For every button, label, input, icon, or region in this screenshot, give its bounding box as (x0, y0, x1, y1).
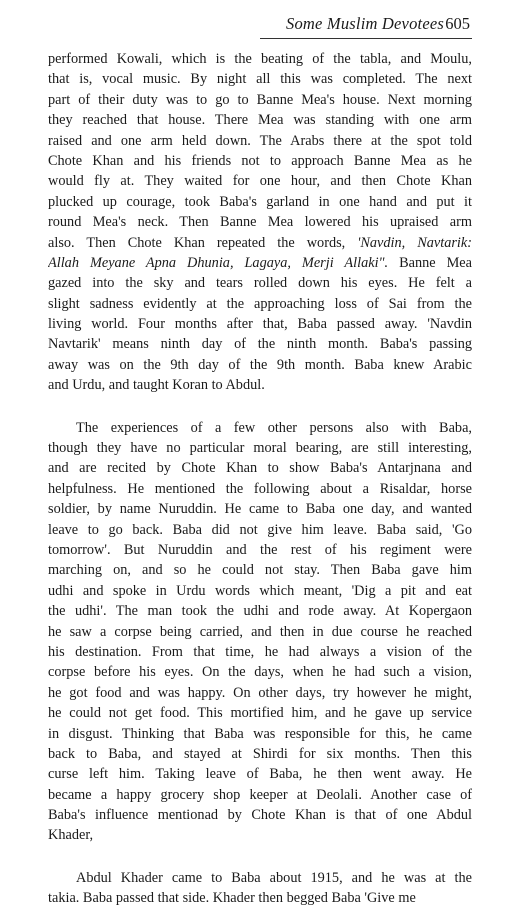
text-segment: his destination. From that time, he had always a vision of the (48, 643, 472, 660)
text-line (48, 868, 472, 888)
text-segment: he saw a corpse being carried, and then in due course he reached (48, 623, 472, 640)
text-segment: though they have no particular moral bearing, are still interesting, (48, 440, 472, 457)
italic-quote: 'Navdin, Navtarik: (357, 234, 472, 251)
text-line (48, 764, 472, 784)
text-line (48, 622, 472, 642)
text-line (48, 785, 472, 805)
page-number: 605 (445, 14, 470, 33)
text-segment: slight sadness evidently at the approaching loss of Sai from the (48, 295, 472, 312)
text-segment: tomorrow'. But Nuruddin and the rest of his regiment were (48, 541, 472, 558)
text-line (48, 233, 472, 253)
text-segment: plucked up courage, took Baba's garland in one hand and put it (48, 193, 472, 210)
text-segment: part of their duty was to go to Banne Mea's house. Next morning (48, 91, 472, 108)
text-segment: and Urdu, and taught Koran to Abdul. (48, 377, 265, 394)
text-segment: living world. Four months after that, Baba passed away. 'Navdin (48, 316, 472, 333)
text-line (48, 355, 472, 375)
text-line (48, 273, 472, 293)
text-segment: away was on the 9th day of the 9th month. Baba knew Arabic (48, 356, 472, 373)
text-segment: gazed into the sky and tears rolled down his eyes. He felt a (48, 275, 472, 292)
text-segment: he could not get food. This mortified him, and he gave up service (48, 705, 472, 722)
text-segment: in disgust. Thinking that Baba was responsible for this, he came (48, 725, 472, 742)
text-segment: also. Then Chote Khan repeated the words, (48, 234, 358, 251)
text-segment: takia. Baba passed that side. Khader then begged Baba 'Give me (48, 890, 416, 907)
text-line (48, 90, 472, 110)
text-segment: performed Kowali, which is the beating of the tabla, and Moulu, (48, 51, 472, 67)
running-header (0, 0, 514, 40)
text-line (48, 69, 472, 89)
text-segment: corpse before his eyes. On the days, when he had such a vision, (48, 664, 472, 681)
text-line (48, 110, 472, 130)
running-title: Some Muslim Devotees (286, 14, 444, 33)
text-line (48, 540, 472, 560)
text-line (48, 314, 472, 334)
text-segment: he got food and was happy. On other days, try however he might, (48, 684, 472, 701)
text-line (48, 438, 472, 458)
text-line (48, 131, 472, 151)
text-segment: round Mea's neck. Then Banne Mea lowered his upraised arm (48, 214, 472, 231)
paragraph (48, 868, 472, 909)
paragraph (48, 418, 472, 846)
text-line (48, 418, 472, 438)
text-line (48, 212, 472, 232)
text-line (48, 49, 472, 69)
italic-quote: Allah Meyane Apna Dhunia, Lagaya, Merji Allaki". (48, 254, 389, 271)
text-segment: Khader, (48, 827, 94, 844)
text-line (48, 560, 472, 580)
text-segment: soldier, by name Nuruddin. He came to Baba one day, and wanted (48, 501, 472, 518)
text-line (48, 744, 472, 764)
text-segment: and are recited by Chote Khan to show Baba's Antarjnana and (48, 460, 472, 477)
text-segment: helpfulness. He mentioned the following about a Risaldar, horse (48, 480, 472, 497)
text-segment: Navtarik' means ninth day of the ninth month. Baba's passing (48, 336, 472, 353)
text-segment: would fly at. They waited for one hour, and then Chote Khan (48, 173, 472, 190)
page-body (48, 49, 472, 909)
text-segment: that is, vocal music. By night all this was completed. The next (48, 71, 472, 88)
text-segment: back to Baba, and stayed at Shirdi for six months. Then this (48, 745, 472, 762)
text-segment: curse left him. Taking leave of Baba, he then went away. He (48, 766, 472, 783)
text-segment: Abdul Khader came to Baba about 1915, and he was at the (76, 869, 472, 886)
text-line (48, 375, 472, 395)
paragraph (48, 49, 472, 396)
text-segment: became a happy grocery shop keeper at Deolali. Another case of (48, 786, 472, 803)
text-line (48, 581, 472, 601)
paragraph-gap (48, 846, 472, 868)
text-line (48, 888, 472, 908)
header-rule (260, 38, 472, 39)
text-line (48, 499, 472, 519)
text-line (48, 825, 472, 845)
text-line (48, 520, 472, 540)
text-segment: raised and one arm held down. The Arabs there at the spot told (48, 132, 472, 149)
text-segment: marching on, and so he could not stay. Then Baba gave him (48, 562, 472, 579)
text-line (48, 253, 472, 273)
text-segment: Banne Mea (388, 254, 472, 271)
text-line (48, 294, 472, 314)
paragraph-gap (48, 396, 472, 418)
text-segment: udhi and spoke in Urdu words which meant, 'Dig a pit and eat (48, 582, 472, 599)
text-line (48, 601, 472, 621)
text-segment: The experiences of a few other persons also with Baba, (76, 419, 472, 436)
text-segment: leave to go back. Baba did not give him leave. Baba said, 'Go (48, 521, 472, 538)
text-line (48, 458, 472, 478)
text-line (48, 192, 472, 212)
text-segment: the udhi'. The man took the udhi and rode away. At Kopergaon (48, 603, 472, 620)
text-line (48, 642, 472, 662)
text-line (48, 703, 472, 723)
text-line (48, 724, 472, 744)
text-line (48, 683, 472, 703)
text-line (48, 805, 472, 825)
text-line (48, 334, 472, 354)
text-line (48, 662, 472, 682)
text-segment: they reached that house. There Mea was standing with one arm (48, 112, 472, 129)
text-segment: Baba's influence mentionad by Chote Khan is that of one Abdul (48, 807, 472, 824)
text-line (48, 479, 472, 499)
text-line (48, 151, 472, 171)
text-line (48, 171, 472, 191)
text-segment: Chote Khan and his friends not to approach Banne Mea as he (48, 152, 472, 169)
